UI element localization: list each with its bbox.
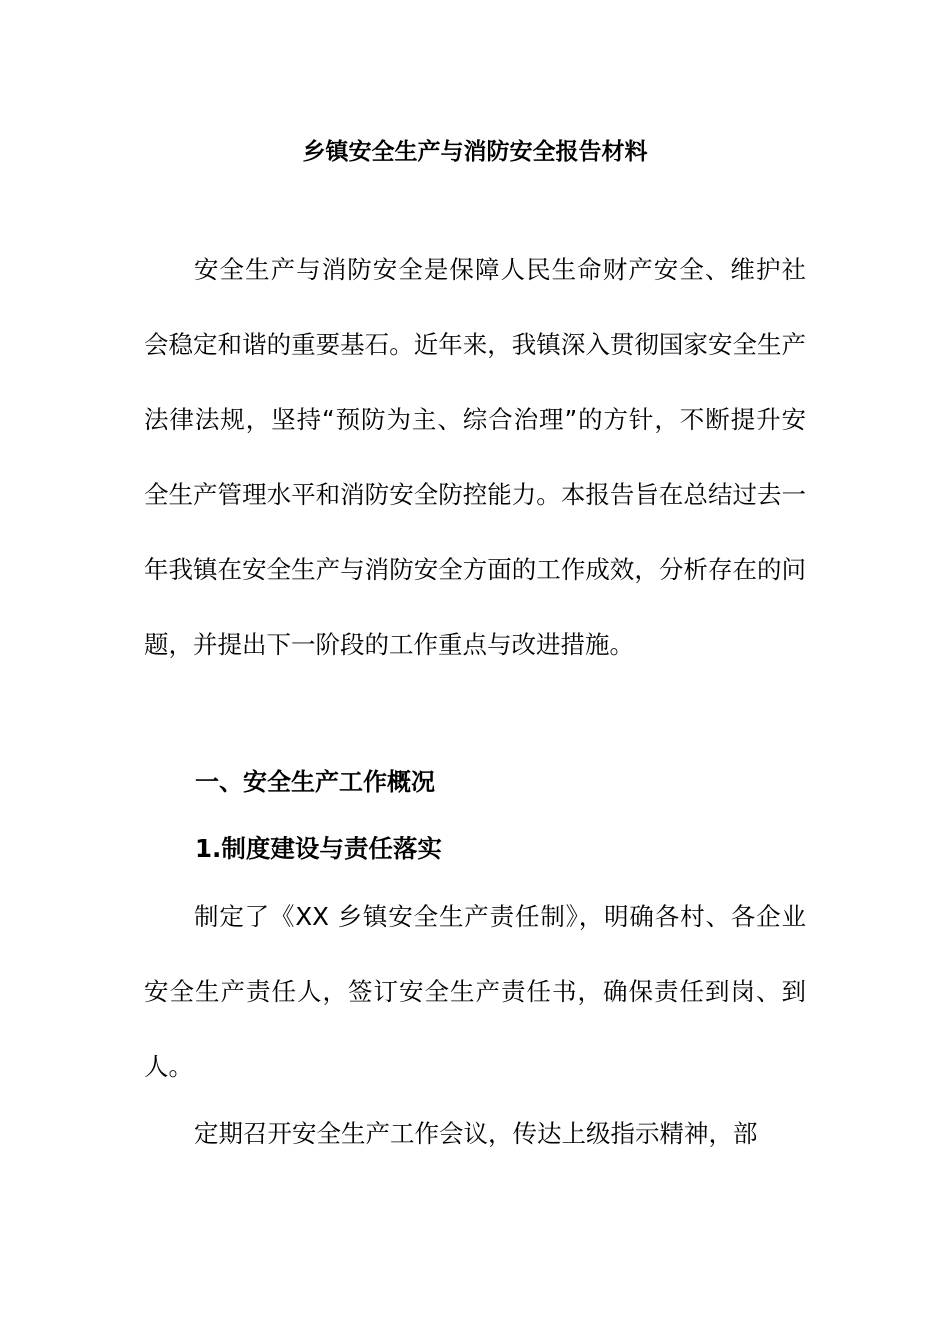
subsection-heading: 1.制度建设与责任落实	[195, 834, 442, 863]
meetings-paragraph: 定期召开安全生产工作会议，传达上级指示精神，部	[194, 1119, 758, 1148]
section-heading: 一、安全生产工作概况	[195, 768, 435, 796]
responsibility-paragraph: 制定了《XX 乡镇安全生产责任制》，明确各村、各企业安全生产责任人，签订安全生产责任书，确保责任到岗、到人。	[144, 902, 806, 1081]
document-title: 乡镇安全生产与消防安全报告材料	[302, 139, 648, 165]
intro-paragraph: 安全生产与消防安全是保障人民生命财产安全、维护社会稳定和谐的重要基石。近年来，我镇深入贯彻国家安全生产法律法规，坚持“预防为主、综合治理”的方针，不断提升安全生产管理水平和消防安全防控能力。本报告旨在总结过去一年我镇在安全生产与消防安全方面的工作成效，分析存在的问题，并提出下一阶段的工作重点与改进措施。	[144, 255, 806, 659]
